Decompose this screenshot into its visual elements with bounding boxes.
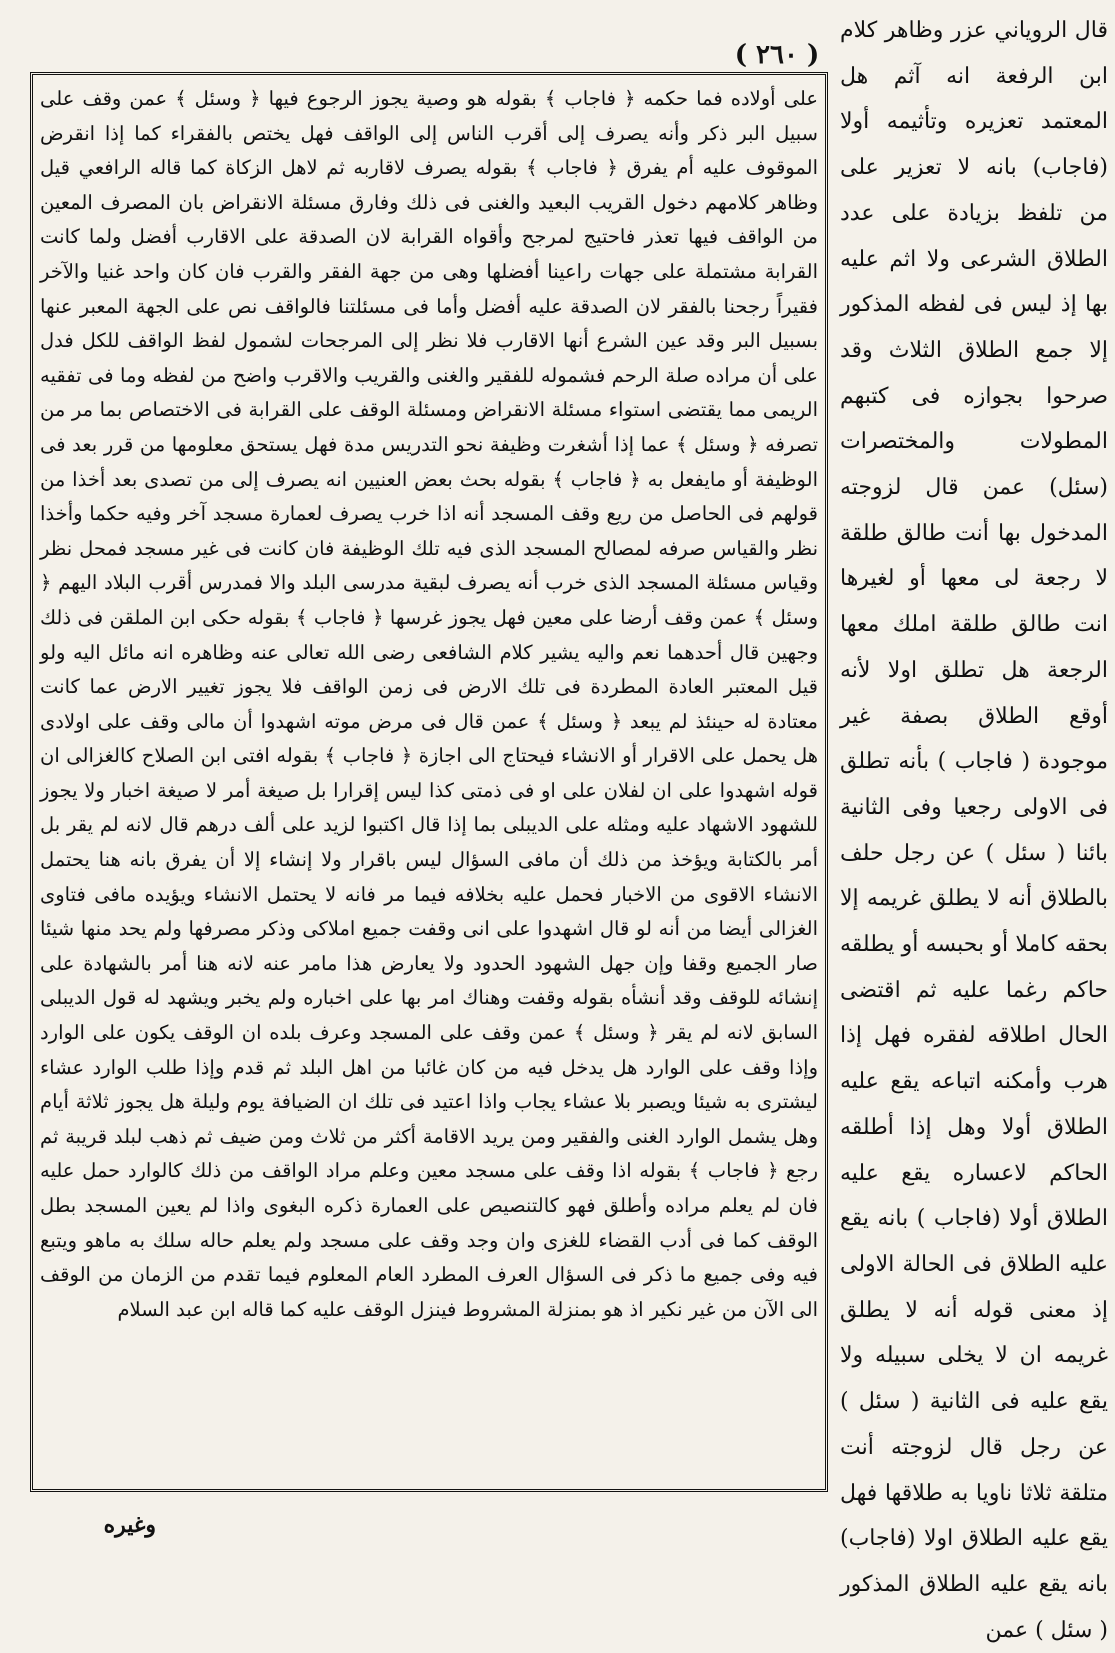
margin-commentary (840, 8, 1108, 1643)
catchword: وغيره (103, 1512, 156, 1538)
main-text-block (40, 82, 818, 1482)
margin-text: قال الروياني عزر وظاهر كلام ابن الرفعة انه آثم هل المعتمد تعزيره وتأثيمه أولا (فاجاب) بانه لا تعزير على من تلفظ بزيادة على عدد الطلاق الشرعى ولا اثم عليه بها إذ ليس فى لفظه المذكور إلا جمع الطلاق الثلاث وقد صرحوا بجوازه فى كتبهم المطولات والمختصرات (سئل) عمن قال لزوجته المدخول بها أنت طالق طلقة لا رجعة لى معها أو لغيرها انت طالق طلقة املك معها الرجعة هل تطلق اولا لأنه أوقع الطلاق بصفة غير موجودة ( فاجاب ) بأنه تطلق فى الاولى رجعيا وفى الثانية بائنا ( سئل ) عن رجل حلف بالطلاق أنه لا يطلق غريمه إلا بحقه كاملا أو بحبسه أو يطلقه حاكم رغما عليه ثم اقتضى الحال اطلاقه لفقره فهل إذا هرب وأمكنه اتباعه يقع عليه الطلاق أولا وهل إذا أطلقه الحاكم لاعساره يقع عليه الطلاق أولا (فاجاب ) بانه يقع عليه الطلاق فى الحالة الاولى إذ معنى قوله أنه لا يطلق غريمه ان لا يخلى سبيله ولا يقع عليه فى الثانية ( سئل ) عن رجل قال لزوجته أنت متلقة ثلاثا ناويا به طلاقها فهل يقع عليه الطلاق اولا (فاجاب) بانه يقع عليه الطلاق المذكور ( سئل ) عمن (840, 18, 1108, 1643)
page-number: ( ٢٦٠ ) (734, 40, 820, 70)
main-text: على أولاده فما حكمه ﴿ فاجاب ﴾ بقوله هو وصية يجوز الرجوع فيها ﴿ وسئل ﴾ عمن وقف على سبيل البر ذكر وأنه يصرف إلى أقرب الناس إلى الواقف فهل يختص بالفقراء كما إذا انقرض الموقوف عليه أم يفرق ﴿ فاجاب ﴾ بقوله يصرف لاقاربه ثم لاهل الزكاة كما قاله الرافعي قيل وظاهر كلامهم دخول القريب البعيد والغنى فى ذلك وفارق مسئلة الانقراض بان المصرف المعين من الواقف فيها تعذر فاحتيج لمرجح وأقواه القرابة لان الصدقة على الاقارب أفضل ولما كانت القرابة مشتملة على جهات راعينا أفضلها وهى من جهة الفقر والقرب فان كان واحد غنيا والآخر فقيراً رجحنا بالفقر لان الصدقة عليه أفضل وأما فى مسئلتنا فالواقف نص على الجهة المعبر عنها بسبيل البر وقد عين الشرع أنها الاقارب فلا نظر إلى المرجحات لشمول لفظ الواقف للكل فدل على أن مراده صلة الرحم فشموله للفقير والغنى والقريب والاقرب واضح من لفظه وما فى تفقيه الريمى مما يقتضى استواء مسئلة الانقراض ومسئلة الوقف على القرابة فى الاختصاص بما مر من تصرفه ﴿ وسئل ﴾ عما إذا أشغرت وظيفة نحو التدريس مدة فهل يستحق معلومها من قرر بعد فى الوظيفة أو مايفعل به ﴿ فاجاب ﴾ بقوله بحث بعض العنيين انه يصرف إلى من تصدى بعد أخذا من قولهم فى الحاصل من ريع وقف المسجد أنه اذا خرب يصرف لعمارة مسجد آخر وفيه حكما وأخذا نظر والقياس صرفه لمصالح المسجد الذى فيه تلك الوظيفة فان كانت فى غير مسجد فمحل نظر وقياس مسئلة المسجد الذى خرب أنه يصرف لبقية مدرسى البلد والا فمدرس أقرب البلاد اليهم ﴿ وسئل ﴾ عمن وقف أرضا على معين فهل يجوز غرسها ﴿ فاجاب ﴾ بقوله حكى ابن الملقن فى ذلك وجهين قال أحدهما نعم واليه يشير كلام الشافعى رضى الله تعالى عنه وظاهره انه مائل اليه ولو قيل المعتبر العادة المطردة فى تلك الارض فى زمن الواقف فلا يجوز تغيير الارض عما كانت معتادة له حينئذ لم يبعد ﴿ وسئل ﴾ عمن قال فى مرض موته اشهدوا أن مالى وقف على اولادى هل يحمل على الاقرار أو الانشاء فيحتاج الى اجازة ﴿ فاجاب ﴾ بقوله افتى ابن الصلاح كالغزالى ان قوله اشهدوا على ان لفلان على او فى ذمتى كذا ليس إقرارا بل صيغة أمر لا صيغة اخبار ولا يجوز للشهود الاشهاد عليه ومثله على الديبلى بما إذا قال اكتبوا لزيد على ألف درهم قال لانه لم يقر بل أمر بالكتابة ويؤخذ من ذلك أن مافى السؤال ليس باقرار ولا إنشاء إلا أن يفرق بانه هنا يحتمل الانشاء الاقوى من الاخبار فحمل عليه بخلافه فيما مر فانه لا يحتمل الانشاء ويؤيده مافى فتاوى الغزالى أيضا من أنه لو قال اشهدوا على انى وقفت جميع املاكى وذكر مصرفها ولم يحد منها شيئا صار الجميع وقفا وإن جهل الشهود الحدود ولا يعارض هذا مامر عنه لانه هنا أمر بالشهادة على إنشائه للوقف وقد أنشأه بقوله وقفت وهناك امر بها على اخباره ولم يخبر ويشهد له قول الديبلى السابق لانه لم يقر ﴿ وسئل ﴾ عمن وقف على المسجد وعرف بلده ان الوقف يكون على الوارد وإذا وقف على الوارد هل يدخل فيه من كان غائبا من اهل البلد ثم قدم وإذا طلب الوارد عشاء ليشترى به شيئا ويصبر بلا عشاء يجاب واذا اعتيد فى تلك ان الضيافة يوم وليلة هل يجوز ثلاثة أيام وهل يشمل الوارد الغنى والفقير ومن يريد الاقامة أكثر من ثلاث ومن ضيف ثم ذهب لبلد قريبة ثم رجع ﴿ فاجاب ﴾ بقوله اذا وقف على مسجد معين وعلم مراد الواقف من ذلك كالوارد حمل عليه فان لم يعلم مراده وأطلق فهو كالتنصيص على العمارة ذكره البغوى واذا لم يعين المسجد بطل الوقف كما فى أدب القضاء للغزى وان وجد وقف على مسجد ولم يعلم حاله سلك به ماهو ويتبع فيه وفى جميع ما ذكر فى السؤال العرف المطرد العام المعلوم فيما تقدم من الزمان من الوقف الى الآن من غير نكير اذ هو بمنزلة المشروط فينزل الوقف عليه كما قاله ابن عبد السلام (40, 87, 818, 1321)
